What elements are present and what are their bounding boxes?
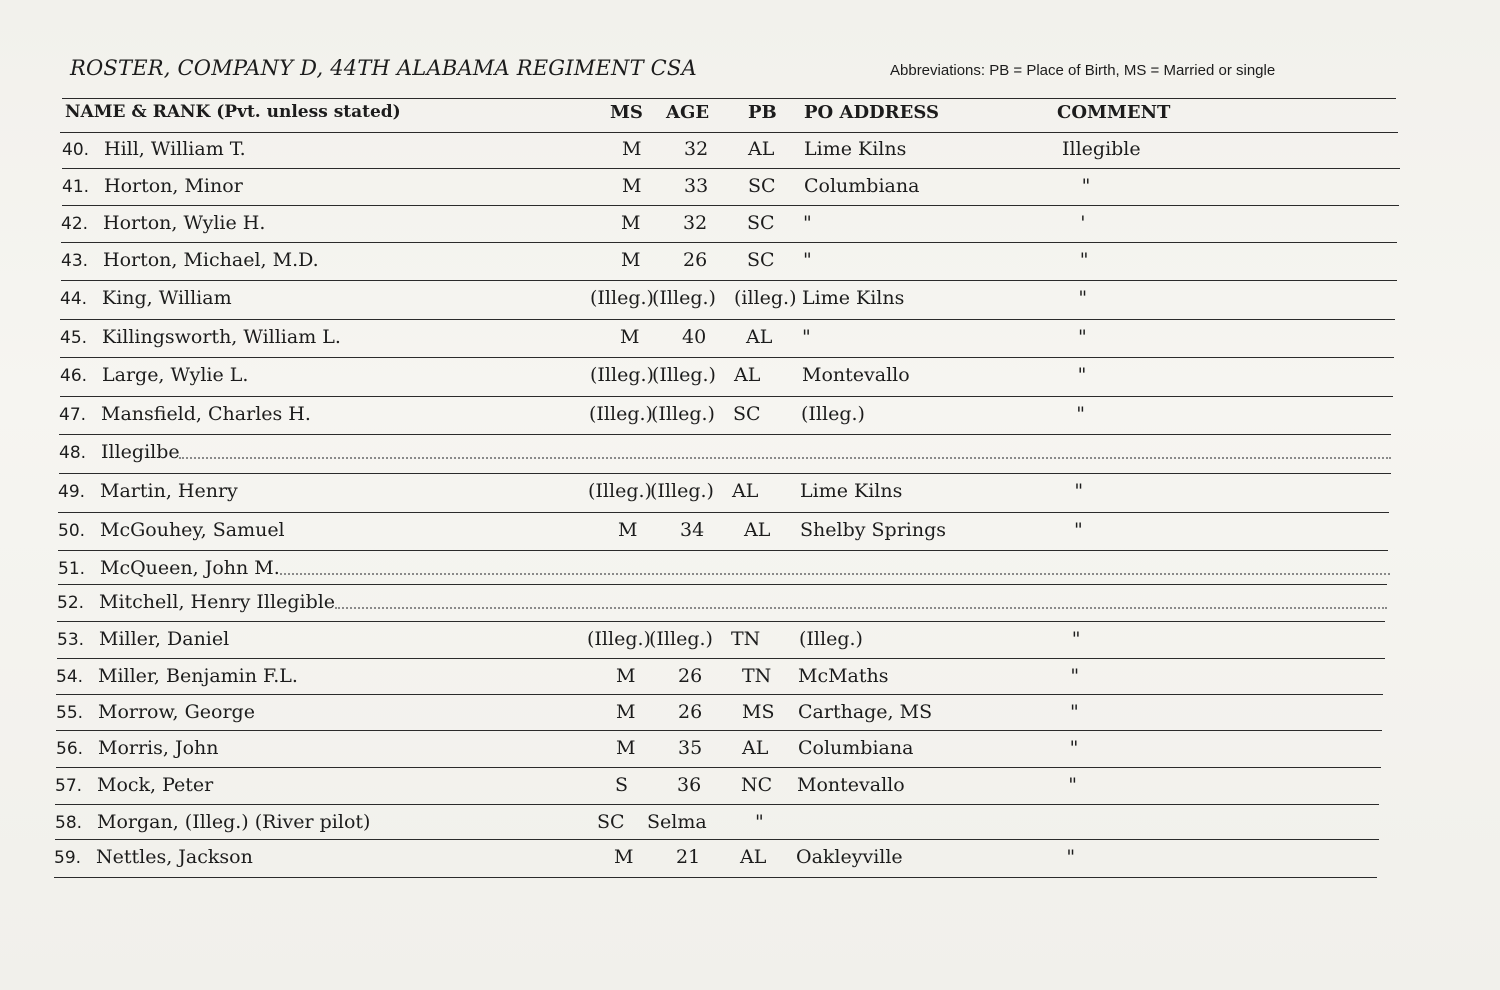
- row-pb: NC: [741, 774, 773, 796]
- header-ms: MS: [610, 102, 643, 123]
- row-number: 49.: [58, 482, 86, 502]
- row-age: 33: [684, 175, 709, 197]
- row-number: 55.: [56, 703, 84, 723]
- table-row: [62, 169, 1399, 206]
- row-age: 40: [682, 326, 707, 348]
- row-number: 59.: [54, 848, 82, 868]
- row-name: Mock, Peter: [97, 774, 214, 796]
- row-po-address: Columbiana: [798, 737, 914, 759]
- row-ms: (Illeg.): [588, 480, 652, 502]
- row-name: King, William: [102, 287, 232, 309]
- header-pb: PB: [748, 102, 777, 123]
- dotted-leader: [335, 607, 1387, 609]
- row-pb: SC: [748, 175, 776, 197]
- row-ms: M: [620, 326, 640, 348]
- row-age: (Illeg.): [650, 480, 714, 502]
- row-comment: ": [1071, 628, 1081, 650]
- row-age: 32: [684, 138, 709, 160]
- row-ms: (Illeg.): [587, 628, 651, 650]
- row-name: Miller, Daniel: [99, 628, 230, 650]
- row-comment: ": [1078, 287, 1088, 309]
- row-po-address: ": [803, 212, 812, 234]
- table-row: [56, 659, 1383, 695]
- table-row: [55, 805, 1379, 840]
- row-comment: ": [1070, 701, 1079, 723]
- row-ms: M: [614, 846, 634, 868]
- row-number: 57.: [55, 776, 83, 796]
- row-comment: ": [1066, 846, 1076, 868]
- row-pb: AL: [746, 326, 773, 348]
- row-name: Morris, John: [98, 737, 219, 759]
- row-number: 48.: [59, 443, 87, 463]
- row-pb: AL: [734, 364, 761, 386]
- row-number: 53.: [57, 630, 85, 650]
- dotted-leader: [179, 457, 1391, 459]
- row-pb: AL: [740, 846, 767, 868]
- row-number: 42.: [61, 214, 89, 234]
- row-po-address: Lime Kilns: [804, 138, 907, 160]
- row-comment: ": [1074, 519, 1083, 541]
- row-pb: SC: [747, 249, 775, 271]
- row-pb: AL: [742, 737, 769, 759]
- dotted-leader: [280, 573, 1390, 575]
- row-comment: ": [1077, 364, 1087, 386]
- row-name: Horton, Wylie H.: [103, 212, 266, 234]
- row-po-address: ": [803, 249, 812, 271]
- table-row: [58, 551, 1387, 585]
- table-row: [57, 622, 1385, 659]
- row-po-address: (Illeg.): [801, 403, 865, 425]
- row-ms: M: [621, 212, 641, 234]
- row-number: 40.: [62, 140, 90, 160]
- table-row: [56, 731, 1381, 768]
- abbreviations-note: Abbreviations: PB = Place of Birth, MS = Married or single: [890, 62, 1276, 79]
- row-po-address: Lime Kilns: [800, 480, 903, 502]
- row-po-address: (Illeg.): [799, 628, 863, 650]
- row-name: McGouhey, Samuel: [100, 519, 285, 541]
- row-ms: (Illeg.): [590, 364, 654, 386]
- row-age: 26: [678, 701, 703, 723]
- row-po-address: Montevallo: [797, 774, 905, 796]
- row-comment: ": [1074, 480, 1084, 502]
- row-po-address: Oakleyville: [796, 846, 903, 868]
- row-number: 45.: [60, 328, 88, 348]
- row-comment: ": [1078, 326, 1087, 348]
- row-name: Horton, Minor: [104, 175, 243, 197]
- row-ms: M: [616, 665, 636, 687]
- table-row: [57, 585, 1385, 622]
- table-row: [55, 768, 1379, 805]
- table-header: [60, 98, 1400, 132]
- header-age: AGE: [666, 102, 710, 123]
- row-age: 26: [678, 665, 703, 687]
- row-comment: ": [1076, 403, 1085, 425]
- table-row: [58, 474, 1389, 513]
- row-pb: SC: [747, 212, 775, 234]
- row-name: Martin, Henry: [100, 480, 238, 502]
- row-ms: (Illeg.): [589, 403, 653, 425]
- row-age: 21: [676, 846, 701, 868]
- row-ms: M: [616, 701, 636, 723]
- row-name: Horton, Michael, M.D.: [103, 249, 319, 271]
- row-pb: MS: [742, 701, 775, 723]
- document-title: ROSTER, COMPANY D, 44TH ALABAMA REGIMENT CSA: [70, 56, 697, 80]
- row-ms: (Illeg.): [590, 287, 654, 309]
- table-row: [60, 358, 1393, 397]
- row-age: 32: [683, 212, 708, 234]
- row-pb: (illeg.): [734, 287, 797, 309]
- row-comment: ": [1070, 665, 1080, 687]
- row-pb: TN: [731, 628, 761, 650]
- row-po-address: Carthage, MS: [798, 701, 933, 723]
- row-ms: M: [621, 249, 641, 271]
- row-number: 46.: [60, 366, 88, 386]
- row-name: Morrow, George: [98, 701, 255, 723]
- row-age: 36: [677, 774, 702, 796]
- row-number: 54.: [56, 667, 84, 687]
- row-pb: ": [755, 811, 764, 833]
- row-comment: ": [1081, 175, 1091, 197]
- table-row: [61, 243, 1397, 281]
- row-po-address: Shelby Springs: [800, 519, 946, 541]
- row-po-address: ": [802, 326, 811, 348]
- table-row: [58, 513, 1388, 551]
- row-pb: TN: [742, 665, 772, 687]
- table-row: [62, 132, 1400, 169]
- row-age: 26: [683, 249, 708, 271]
- row-po-address: McMaths: [798, 665, 889, 687]
- header-comment: COMMENT: [1057, 102, 1171, 123]
- row-number: 43.: [61, 251, 89, 271]
- row-number: 58.: [55, 813, 83, 833]
- row-name: Large, Wylie L.: [102, 364, 249, 386]
- row-name: Hill, William T.: [104, 138, 246, 160]
- row-number: 51.: [58, 559, 86, 579]
- row-number: 41.: [62, 177, 90, 197]
- row-ms: S: [615, 774, 629, 796]
- row-age: 34: [680, 519, 705, 541]
- row-po-address: Lime Kilns: [802, 287, 905, 309]
- row-ms: M: [622, 175, 642, 197]
- row-name: Morgan, (Illeg.) (River pilot): [97, 811, 371, 833]
- row-age: (Illeg.): [651, 403, 715, 425]
- row-number: 56.: [56, 739, 84, 759]
- row-comment: ': [1080, 212, 1086, 234]
- row-ms: M: [616, 737, 636, 759]
- row-number: 50.: [58, 521, 86, 541]
- header-name: NAME & RANK (Pvt. unless stated): [65, 102, 401, 122]
- row-name: Mansfield, Charles H.: [101, 403, 311, 425]
- row-name: Killingsworth, William L.: [102, 326, 341, 348]
- row-name: Illegilbe: [101, 441, 180, 463]
- table-row: [56, 695, 1382, 731]
- row-age: (Illeg.): [652, 364, 716, 386]
- row-name: Nettles, Jackson: [96, 846, 253, 868]
- row-comment: ": [1068, 774, 1077, 796]
- row-number: 52.: [57, 593, 85, 613]
- row-number: 44.: [60, 289, 88, 309]
- table-row: [59, 397, 1391, 435]
- row-pb: AL: [748, 138, 775, 160]
- row-number: 47.: [59, 405, 87, 425]
- row-comment: Illegible: [1062, 138, 1141, 160]
- table-row: [60, 281, 1395, 320]
- row-ms: M: [618, 519, 638, 541]
- row-age: 35: [678, 737, 703, 759]
- row-name: Miller, Benjamin F.L.: [98, 665, 298, 687]
- row-pb: AL: [744, 519, 771, 541]
- table-row: [60, 320, 1394, 358]
- row-rule: [54, 877, 1377, 878]
- table-row: [61, 206, 1397, 243]
- row-comment: ": [1079, 249, 1089, 271]
- row-ms: M: [622, 138, 642, 160]
- row-age: (Illeg.): [652, 287, 716, 309]
- table-row: [54, 840, 1377, 878]
- row-po-address: Montevallo: [802, 364, 910, 386]
- row-comment: ": [1069, 737, 1079, 759]
- header-po-address: PO ADDRESS: [804, 102, 939, 123]
- row-pb: SC: [733, 403, 761, 425]
- row-age: (Illeg.): [649, 628, 713, 650]
- row-ms: SC: [597, 811, 625, 833]
- row-pb: AL: [732, 480, 759, 502]
- row-name: McQueen, John M.: [100, 557, 280, 579]
- row-age: Selma: [647, 811, 707, 833]
- table-row: [59, 435, 1391, 474]
- row-name: Mitchell, Henry Illegible: [99, 591, 336, 613]
- row-po-address: Columbiana: [804, 175, 920, 197]
